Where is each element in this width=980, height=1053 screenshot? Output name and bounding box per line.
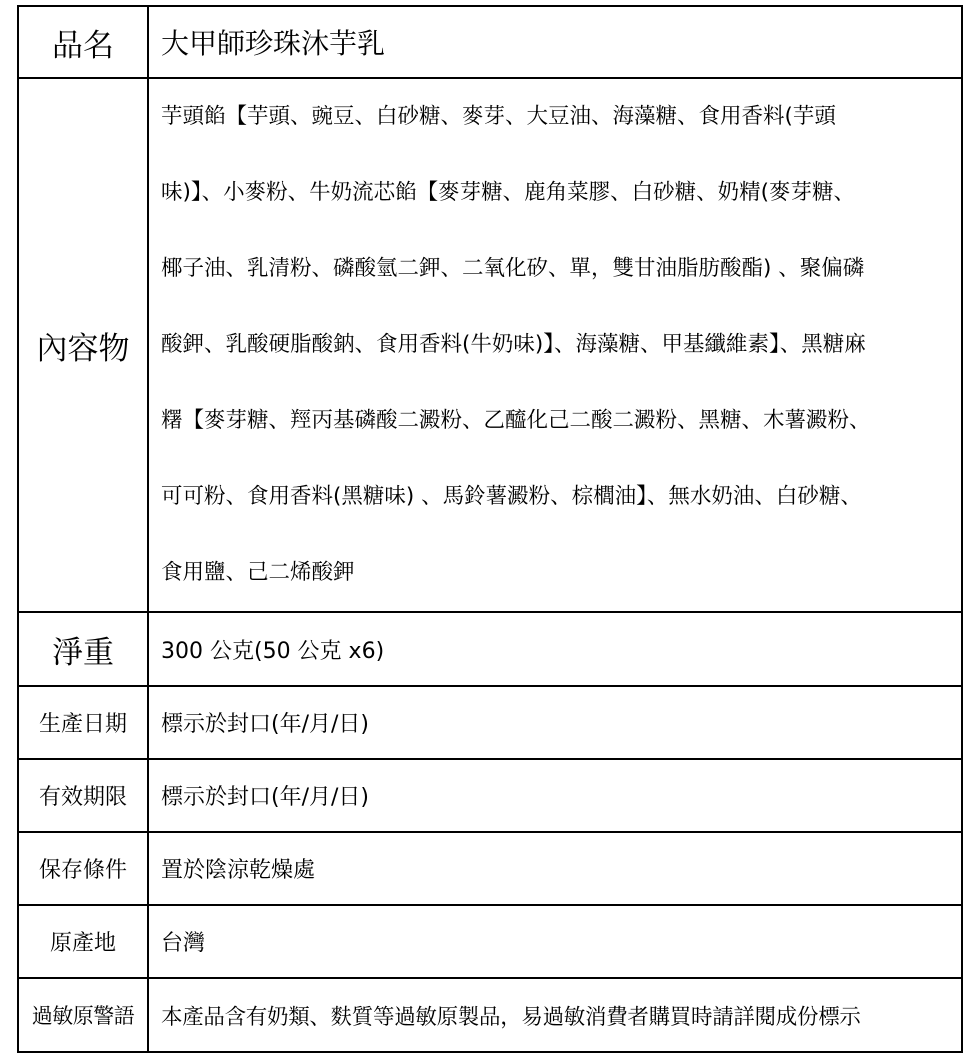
origin-label: 原產地 <box>18 905 148 978</box>
row-product-name <box>18 6 962 78</box>
row-expiry <box>18 759 962 832</box>
contents-line: 酸鉀、乳酸硬脂酸鈉、食用香料(牛奶味)】、海藻糖、甲基纖維素】、黑糖麻 <box>161 332 866 357</box>
contents-line: 食用鹽、己二烯酸鉀 <box>161 560 355 585</box>
origin-value: 台灣 <box>148 905 962 978</box>
row-net-weight <box>18 612 962 686</box>
production-date-label: 生產日期 <box>18 686 148 759</box>
contents-line: 味)】、小麥粉、牛奶流芯餡【麥芽糖、鹿角菜膠、白砂糖、奶精(麥芽糖、 <box>161 180 856 205</box>
net-weight-label: 淨重 <box>18 612 148 686</box>
expiry-label: 有效期限 <box>18 759 148 832</box>
contents-label: 內容物 <box>18 78 148 612</box>
row-contents <box>18 78 962 612</box>
storage-value: 置於陰涼乾燥處 <box>148 832 962 905</box>
net-weight-value: 300 公克(50 公克 x6) <box>148 612 962 686</box>
storage-label: 保存條件 <box>18 832 148 905</box>
row-storage <box>18 832 962 905</box>
contents-line: 芋頭餡【芋頭、豌豆、白砂糖、麥芽、大豆油、海藻糖、食用香料(芋頭 <box>161 104 836 129</box>
product-name-label: 品名 <box>18 6 148 78</box>
allergen-label: 過敏原警語 <box>18 978 148 1052</box>
row-allergen <box>18 978 962 1052</box>
product-name-value: 大甲師珍珠沐芋乳 <box>148 6 962 78</box>
contents-value <box>148 78 962 612</box>
row-production-date <box>18 686 962 759</box>
production-date-value: 標示於封口(年/月/日) <box>148 686 962 759</box>
row-origin <box>18 905 962 978</box>
contents-line: 椰子油、乳清粉、磷酸氫二鉀、二氧化矽、單，雙甘油脂肪酸酯) 、聚偏磷 <box>161 256 865 281</box>
expiry-value: 標示於封口(年/月/日) <box>148 759 962 832</box>
product-info-table <box>17 5 963 1053</box>
contents-line: 糬【麥芽糖、羥丙基磷酸二澱粉、乙醯化己二酸二澱粉、黑糖、木薯澱粉、 <box>161 408 871 433</box>
allergen-value: 本產品含有奶類、麩質等過敏原製品，易過敏消費者購買時請詳閱成份標示 <box>148 978 962 1052</box>
contents-line: 可可粉、食用香料(黑糖味) 、馬鈴薯澱粉、棕櫚油】、無水奶油、白砂糖、 <box>161 484 862 509</box>
